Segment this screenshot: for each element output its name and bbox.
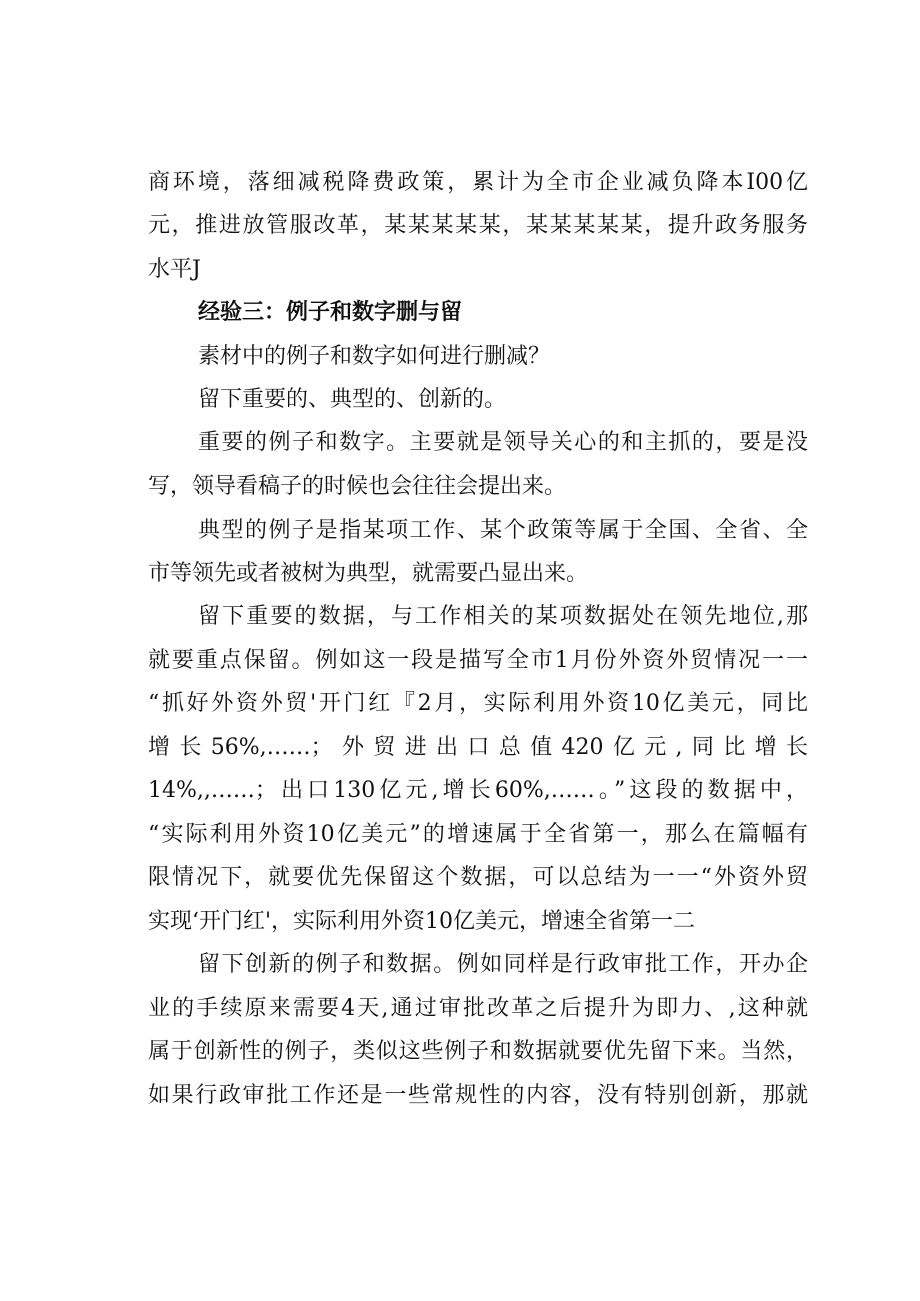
text-line: 元，推进放管服改革，某某某某某，某某某某某，提升政务服务 [148, 213, 808, 238]
text-line: 留下重要的数据，与工作相关的某项数据处在领先地位,那 [198, 604, 808, 629]
text-line: 写，领导看稿子的时候也会往往会提出来。 [148, 474, 567, 499]
text-line: 典型的例子是指某项工作、某个政策等属于全国、全省、全 [198, 518, 808, 543]
text-line: “实际利用外资10亿美元”的增速属于全省第一，那么在篇幅有 [148, 822, 808, 847]
text-line: “抓好外资外贸'开门红『2月，实际利用外资10亿美元，同比 [148, 691, 808, 716]
text-line: 限情况下，就要优先保留这个数据，可以总结为一一“外资外贸 [148, 865, 808, 890]
text-line: 留下创新的例子和数据。例如同样是行政审批工作，开办企 [198, 952, 808, 977]
text-line: 重要的例子和数字。主要就是领导关心的和主抓的，要是没 [198, 430, 808, 455]
text-line: 市等领先或者被树为典型，就需要凸显出来。 [148, 561, 589, 586]
text-line: 素材中的例子和数字如何进行删减？ [198, 344, 551, 369]
section-heading: 经验三：例子和数字删与留 [198, 300, 463, 325]
text-line: 增长56%,……；外贸进出口总值420亿元,同比增长 [148, 735, 808, 760]
text-line: 属于创新性的例子，类似这些例子和数据就要优先留下来。当然， [148, 1039, 808, 1064]
text-line: 如果行政审批工作还是一些常规性的内容，没有特别创新，那就 [148, 1083, 808, 1108]
text-line: 14%,,……；出口130亿元,增长60%,……。”这段的数据中， [148, 778, 808, 803]
text-line: 就要重点保留。例如这一段是描写全市1月份外资外贸情况一一 [148, 648, 808, 673]
text-line: 水平J [148, 257, 201, 282]
text-line: 商环境，落细减税降费政策，累计为全市企业减负降本I00亿 [148, 170, 808, 195]
text-line: 实现‘开门红'，实际利用外资10亿美元，增速全省第一二 [148, 909, 696, 934]
text-line: 留下重要的、典型的、创新的。 [198, 387, 507, 412]
text-line: 业的手续原来需要4天,通过审批改革之后提升为即力、,这种就 [148, 996, 808, 1021]
